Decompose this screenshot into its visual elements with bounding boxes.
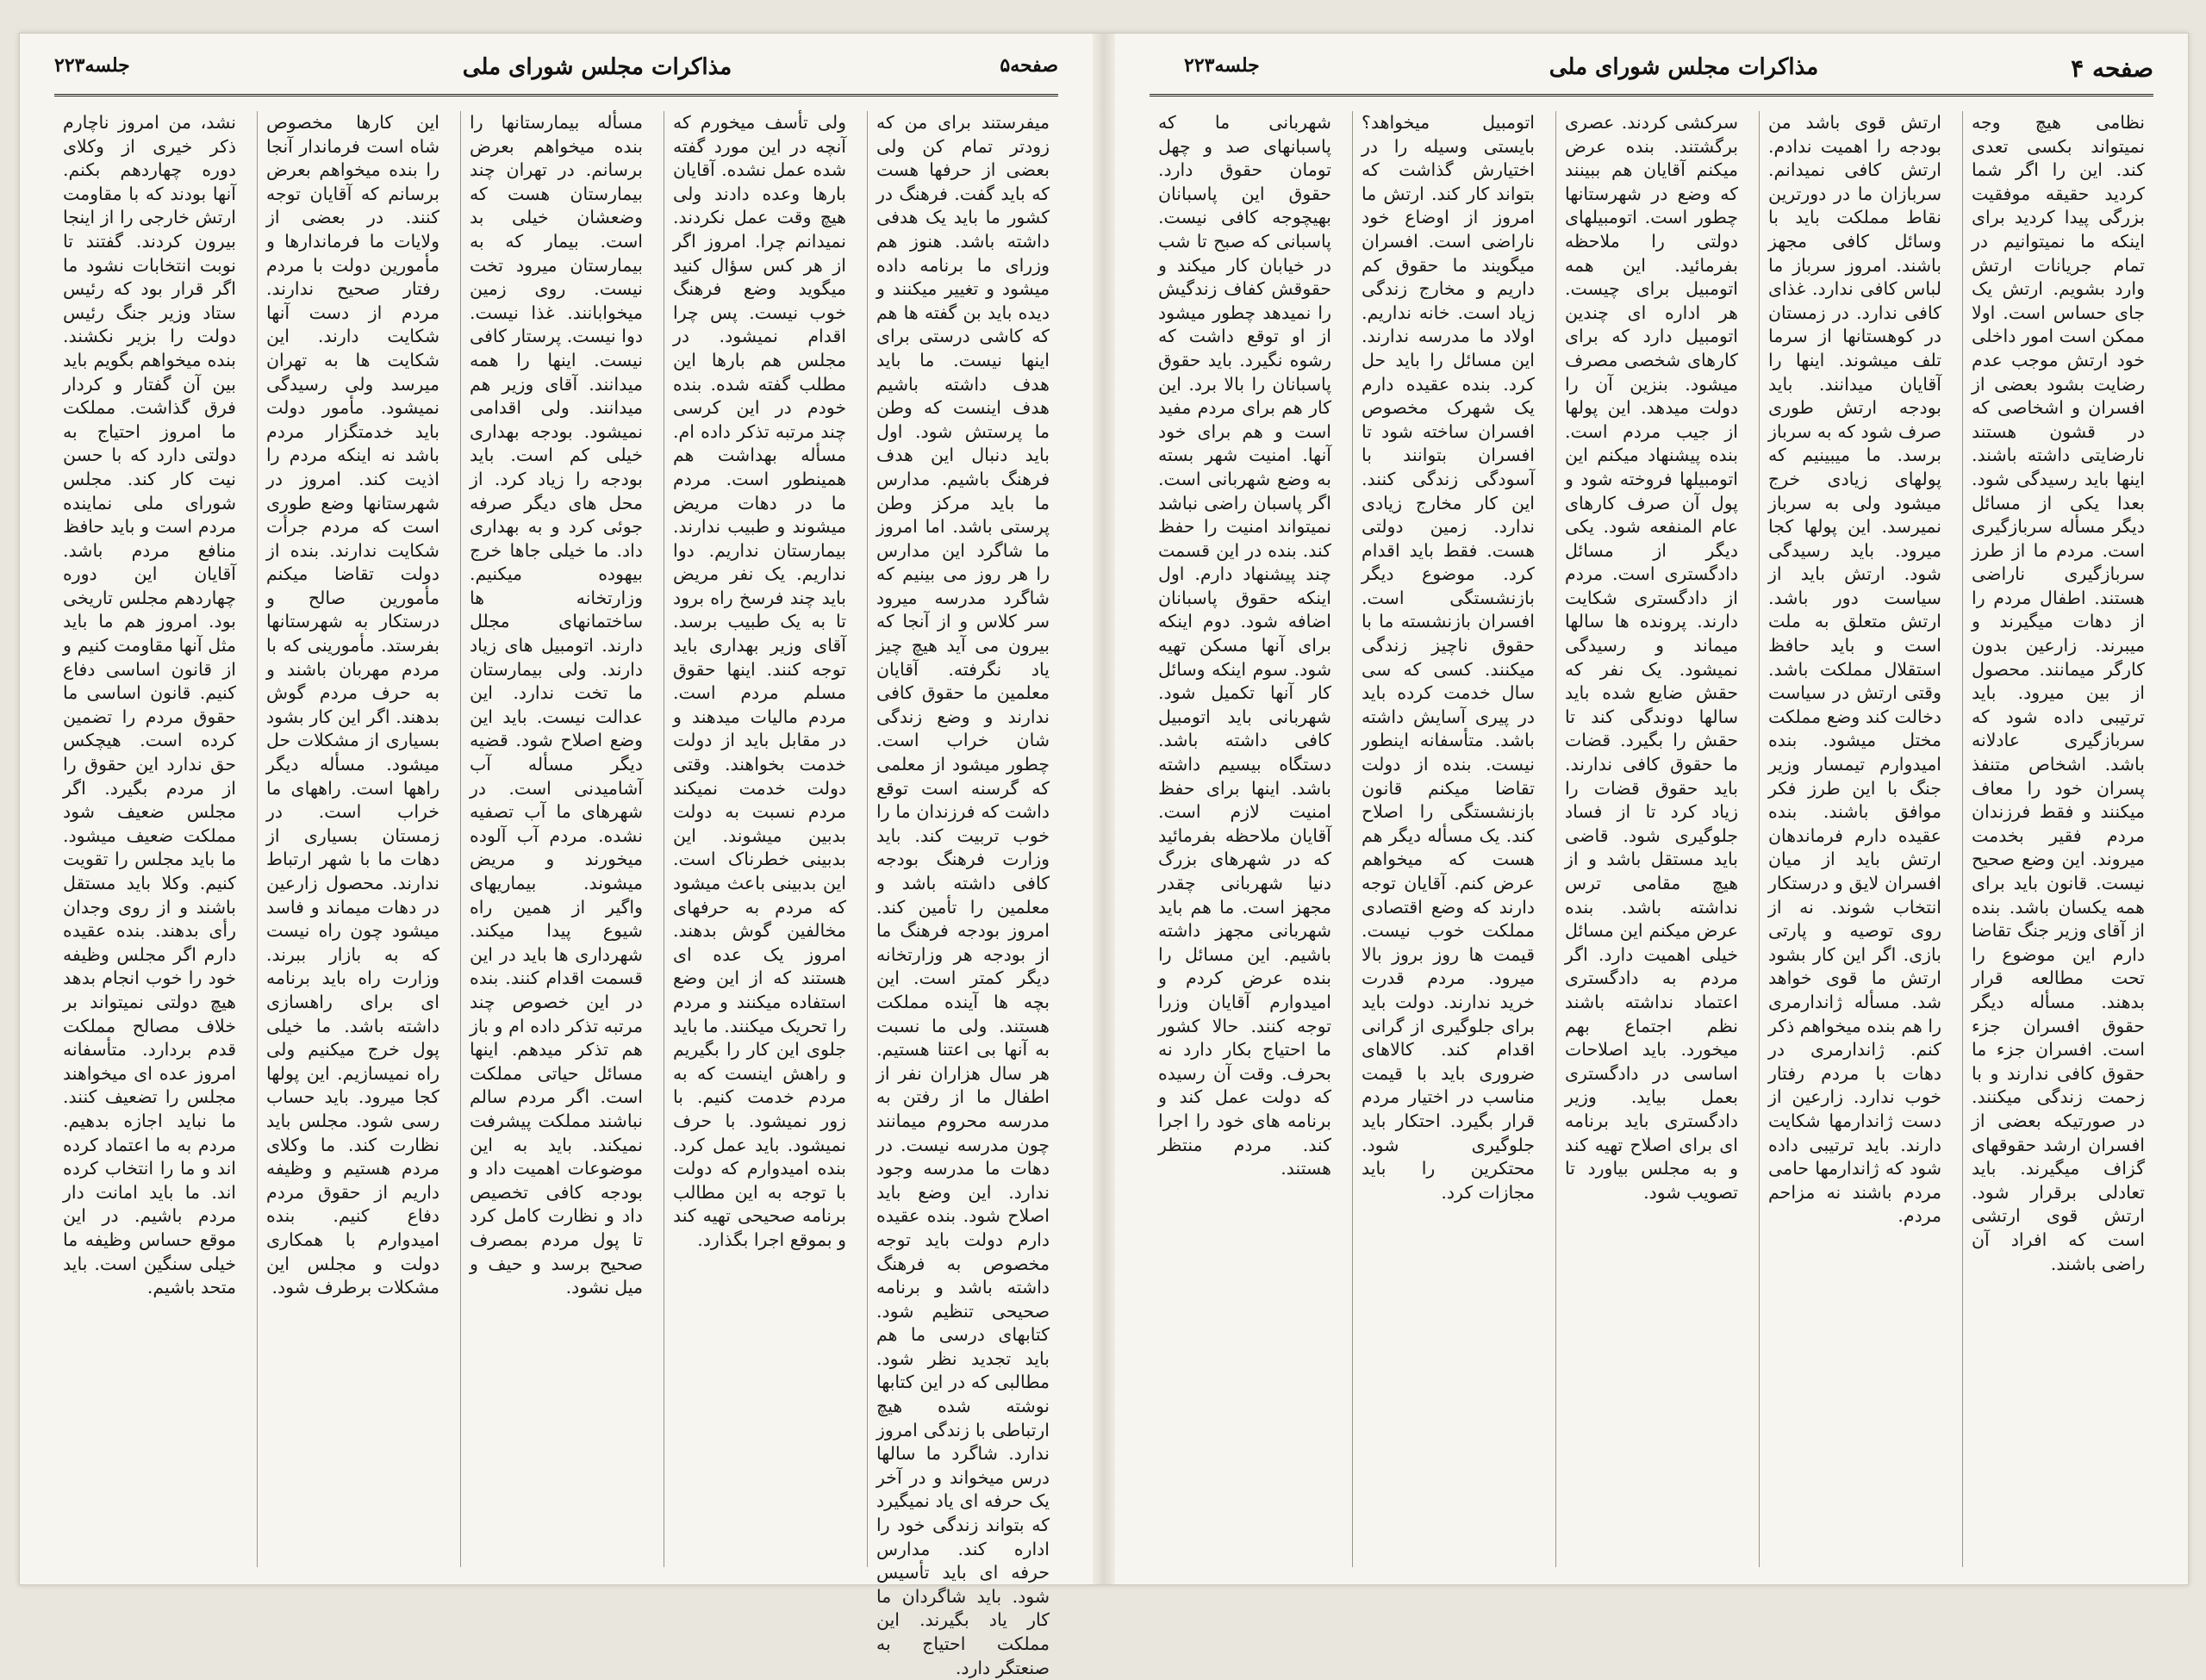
newspaper-spread xyxy=(19,33,2189,1678)
text-column xyxy=(1352,111,1543,1567)
left-page-header xyxy=(54,49,1058,96)
page-number: صفحه۵ xyxy=(1000,54,1058,77)
text-column xyxy=(460,111,651,1567)
left-page xyxy=(20,34,1093,1678)
column-text: این کارها مخصوص شاه است فرماندار آنجا را بنده میخواهم بعرض برسانم که آقایان توجه کنند. در بعضی از ولایات ما فرماندارها و مأمورین دولت با مردم رفتار صحیح ندارند. مردم از دست آنها شکایت دارند. این شکایت ها به تهران میرسد ولی رسیدگی نمیشود. مأمور دولت باید خدمتگزار مردم باشد نه اینکه مردم را اذیت کند. امروز در شهرستانها وضع طوری است که مردم جرأت شکایت ندارند. بنده از دولت تقاضا میکنم مأمورین صالح و درستکار به شهرستانها بفرستد. مأمورینی که با مردم مهربان باشند و به حرف مردم گوش بدهند. اگر این کار بشود بسیاری از مشکلات حل میشود. مسأله دیگر راهها است. راههای ما خراب است. در زمستان بسیاری از دهات ما با شهر ارتباط ندارند. محصول زارعین در دهات میماند و فاسد میشود چون راه نیست که به بازار ببرند. وزارت راه باید برنامه ای برای راهسازی داشته باشد. ما خیلی پول خرج میکنیم ولی راه نمیسازیم. این پولها کجا میرود. باید حساب رسی شود. مجلس باید نظارت کند. ما وکلای مردم هستیم و وظیفه داریم از حقوق مردم دفاع کنیم. بنده امیدوارم با همکاری دولت و مجلس این مشکلات برطرف شود. xyxy=(266,112,439,1298)
text-column xyxy=(664,111,855,1567)
column-text: ارتش قوی باشد من بودجه را اهمیت ندادم. ارتش کافی نمیدانم. سربازان ما در دورترین نقاط مملکت باید با وسائل کافی مجهز باشند. امروز سرباز ما لباس کافی ندارد. غذای کافی ندارد. در زمستان در کوهستانها از سرما تلف میشوند. اینها را آقایان میدانند. باید بودجه ارتش طوری صرف شود که به سرباز برسد. ما میبینیم که پولهای زیادی خرج میشود ولی به سرباز نمیرسد. این پولها کجا میرود. باید رسیدگی شود. ارتش باید از سیاست دور باشد. ارتش متعلق به ملت است و باید حافظ استقلال مملکت باشد. وقتی ارتش در سیاست دخالت کند وضع مملکت مختل میشود. بنده امیدوارم تیمسار وزیر جنگ با این طرز فکر موافق باشند. بنده عقیده دارم فرماندهان ارتش باید از میان افسران لایق و درستکار انتخاب شوند. نه از روی توصیه و پارتی بازی. اگر این کار بشود ارتش ما قوی خواهد شد. مسأله ژاندارمری را هم بنده میخواهم ذکر کنم. ژاندارمری در دهات با مردم رفتار خوب ندارد. زارعین از دست ژاندارمها شکایت دارند. باید ترتیبی داده شود که ژاندارمها حامی مردم باشند نه مزاحم مردم. xyxy=(1768,112,1941,1227)
page-title: مذاکرات مجلس شورای ملی xyxy=(1549,54,1819,80)
text-column xyxy=(257,111,448,1567)
column-text: مسأله بیمارستانها را بنده میخواهم بعرض برسانم. در تهران چند بیمارستان هست که وضعشان خیلی بد است. بیمار که به بیمارستان میرود تخت نیست. روی زمین میخوابانند. غذا نیست. دوا نیست. پرستار کافی نیست. اینها را همه میدانند. آقای وزیر هم میدانند. ولی اقدامی نمیشود. بودجه بهداری خیلی کم است. باید بودجه را زیاد کرد. از محل های دیگر صرفه جوئی کرد و به بهداری داد. ما خیلی جاها خرج بیهوده میکنیم. وزارتخانه ها ساختمانهای مجلل دارند. اتومبیل های زیاد دارند. ولی بیمارستان ما تخت ندارد. این عدالت نیست. باید این وضع اصلاح شود. قضیه دیگر مسأله آب آشامیدنی است. در شهرهای ما آب تصفیه نشده. مردم آب آلوده میخورند و مریض میشوند. بیماریهای واگیر از همین راه شیوع پیدا میکند. شهرداری ها باید در این قسمت اقدام کنند. بنده در این خصوص چند مرتبه تذکر داده ام و باز هم تذکر میدهم. اینها مسائل حیاتی مملکت است. اگر مردم سالم نباشند مملکت پیشرفت نمیکند. باید به این موضوعات اهمیت داد و بودجه کافی تخصیص داد و نظارت کامل کرد تا پول مردم بمصرف صحیح برسد و حیف و میل نشود. xyxy=(470,112,643,1298)
right-page-header xyxy=(1150,49,2153,96)
session-number: جلسه۲۲۳ xyxy=(54,54,130,77)
column-text: شهربانی ما که پاسبانهای صد و چهل تومان حقوق دارد. حقوق این پاسبانان بهیچوجه کافی نیست. پاسبانی که صبح تا شب در خیابان کار میکند و حقوقش کفاف زندگیش را نمیدهد چطور میشود از او توقع داشت که رشوه نگیرد. باید حقوق پاسبانان را بالا برد. این کار هم برای مردم مفید است و هم برای خود آنها. امنیت شهر بسته به وضع شهربانی است. اگر پاسبان راضی نباشد نمیتواند امنیت را حفظ کند. بنده در این قسمت چند پیشنهاد دارم. اول اینکه حقوق پاسبانان اضافه شود. دوم اینکه برای آنها مسکن تهیه شود. سوم اینکه وسائل کار آنها تکمیل شود. شهربانی باید اتومبیل کافی داشته باشد. دستگاه بیسیم داشته باشد. اینها برای حفظ امنیت لازم است. آقایان ملاحظه بفرمائید که در شهرهای بزرگ دنیا شهربانی چقدر مجهز است. ما هم باید شهربانی مجهز داشته باشیم. این مسائل را بنده عرض کردم و امیدوارم آقایان وزرا توجه کنند. حالا کشور ما احتیاج بکار دارد نه بحرف. وقت آن رسیده که دولت عمل کند و برنامه های خود را اجرا کند. مردم منتظر هستند. xyxy=(1158,112,1331,1179)
text-column xyxy=(1962,111,2153,1567)
column-text: اتومبیل میخواهد؟ بایستی وسیله را در اختیارش گذاشت که بتواند کار کند. ارتش ما امروز از اوضاع خود ناراضی است. افسران میگویند ما حقوق کم داریم و مخارج زندگی زیاد است. خانه نداریم. اولاد ما مدرسه ندارند. این مسائل را باید حل کرد. بنده عقیده دارم یک شهرک مخصوص افسران ساخته شود تا افسران بتوانند با آسودگی زندگی کنند. این کار مخارج زیادی ندارد. زمین دولتی هست. فقط باید اقدام کرد. موضوع دیگر بازنشستگی است. افسران بازنشسته ما با حقوق ناچیز زندگی میکنند. کسی که سی سال خدمت کرده باید در پیری آسایش داشته باشد. متأسفانه اینطور نیست. بنده از دولت تقاضا میکنم قانون بازنشستگی را اصلاح کند. یک مسأله دیگر هم هست که میخواهم عرض کنم. آقایان توجه دارند که وضع اقتصادی مملکت خوب نیست. قیمت ها روز بروز بالا میرود. مردم قدرت خرید ندارند. دولت باید برای جلوگیری از گرانی اقدام کند. کالاهای ضروری باید با قیمت مناسب در اختیار مردم قرار بگیرد. احتکار باید جلوگیری شود. محتکرین را باید مجازات کرد. xyxy=(1362,112,1535,1203)
text-column xyxy=(1555,111,1747,1567)
column-text: میفرستند برای من که زودتر تمام کن ولی بعضی از حرفها هست که باید گفت. فرهنگ در کشور ما باید یک هدفی داشته باشد. هنوز هم وزرای ما برنامه داده میشود و تغییر میکنند و دیده باید بن گفته ها هم که کاشی درستی برای اینها نیست. ما باید هدف داشته باشیم هدف اینست که وطن ما پرستش شود. اول باید دنبال این هدف فرهنگ باشیم. مدارس ما باید مرکز وطن پرستی باشد. اما امروز ما شاگرد این مدارس را هر روز می بینیم که شاگرد مدرسه میرود سر کلاس و از آنجا که بیرون می آید هیچ چیز یاد نگرفته. آقایان معلمین ما حقوق کافی ندارند و وضع زندگی شان خراب است. چطور میشود از معلمی که گرسنه است توقع داشت که فرزندان ما را خوب تربیت کند. باید وزارت فرهنگ بودجه کافی داشته باشد و معلمین را تأمین کند. امروز بودجه فرهنگ ما از بودجه هر وزارتخانه دیگر کمتر است. این بچه ها آینده مملکت هستند. ولی ما نسبت به آنها بی اعتنا هستیم. هر سال هزاران نفر از اطفال ما از رفتن به مدرسه محروم میمانند چون مدرسه نیست. در دهات ما مدرسه وجود ندارد. این وضع باید اصلاح شود. بنده عقیده دارم دولت باید توجه مخصوص به فرهنگ داشته باشد و برنامه صحیحی تنظیم شود. کتابهای درسی ما هم باید تجدید نظر شود. مطالبی که در این کتابها نوشته شده هیچ ارتباطی با زندگی امروز ندارد. شاگرد ما سالها درس میخواند و در آخر یک حرفه ای یاد نمیگیرد که بتواند زندگی خود را اداره کند. مدارس حرفه ای باید تأسیس شود. باید شاگردان ما کار یاد بگیرند. این مملکت احتیاج به صنعتگر دارد. xyxy=(876,112,1050,1678)
right-page xyxy=(1115,34,2188,1584)
column-text: نشد، من امروز ناچارم ذکر خیری از وکلای دوره چهاردهم بکنم. آنها بودند که با مقاومت ارتش خارجی را از اینجا بیرون کردند. گفتند تا نوبت انتخابات نشود ما اگر قرار بود که رئیس ستاد وزیر جنگ رئیس دولت را بزیر نکشند. بنده میخواهم بگویم باید بین آن گفتار و کردار فرق گذاشت. مملکت ما امروز احتیاج به دولتی دارد که با حسن نیت کار کند. مجلس شورای ملی نماینده مردم است و باید حافظ منافع مردم باشد. آقایان این دوره چهاردهم مجلس تاریخی بود. امروز هم ما باید مثل آنها مقاومت کنیم و از قانون اساسی دفاع کنیم. قانون اساسی ما حقوق مردم را تضمین کرده است. هیچکس حق ندارد این حقوق را از مردم بگیرد. اگر مجلس ضعیف شود مملکت ضعیف میشود. ما باید مجلس را تقویت کنیم. وکلا باید مستقل باشند و از روی وجدان رأی بدهند. بنده عقیده دارم اگر مجلس وظیفه خود را خوب انجام بدهد هیچ دولتی نمیتواند بر خلاف مصالح مملکت قدم بردارد. متأسفانه امروز عده ای میخواهند مجلس را تضعیف کنند. ما نباید اجازه بدهیم. مردم به ما اعتماد کرده اند و ما را انتخاب کرده اند. ما باید امانت دار مردم باشیم. در این موقع حساس وظیفه ما خیلی سنگین است. باید متحد باشیم. xyxy=(63,112,236,1298)
session-number: جلسه۲۲۳ xyxy=(1184,54,1260,77)
text-columns xyxy=(54,111,1058,1678)
page-gutter xyxy=(1093,34,1115,1584)
column-text: سرکشی کردند. عصری برگشتند. بنده عرض میکنم آقایان هم ببینند که وضع در شهرستانها چطور است. اتومبیلهای دولتی را ملاحظه بفرمائید. این همه اتومبیل برای چیست. هر اداره ای چندین اتومبیل دارد که برای کارهای شخصی مصرف میشود. بنزین آن را دولت میدهد. این پولها از جیب مردم است. بنده پیشنهاد میکنم این اتومبیلها فروخته شود و پول آن صرف کارهای عام المنفعه شود. یکی دیگر از مسائل دادگستری است. مردم از دادگستری شکایت دارند. پرونده ها سالها میماند و رسیدگی نمیشود. یک نفر که حقش ضایع شده باید سالها دوندگی کند تا حقش را بگیرد. قضات ما حقوق کافی ندارند. باید حقوق قضات را زیاد کرد تا از فساد جلوگیری شود. قاضی باید مستقل باشد و از هیچ مقامی ترس نداشته باشد. بنده عرض میکنم این مسائل خیلی اهمیت دارد. اگر مردم به دادگستری اعتماد نداشته باشند نظم اجتماع بهم میخورد. باید اصلاحات اساسی در دادگستری بعمل بیاید. وزیر دادگستری باید برنامه ای برای اصلاح تهیه کند و به مجلس بیاورد تا تصویب شود. xyxy=(1565,112,1738,1203)
page-number: صفحه ۴ xyxy=(2071,54,2153,83)
text-column xyxy=(1759,111,1950,1567)
column-text: ولی تأسف میخورم که آنچه در این مورد گفته شده عمل نشده. آقایان بارها وعده دادند ولی هیچ وقت عمل نکردند. نمیدانم چرا. امروز اگر از هر کس سؤال کنید میگوید وضع فرهنگ خوب نیست. پس چرا اقدام نمیشود. در مجلس هم بارها این مطلب گفته شده. بنده خودم در این کرسی چند مرتبه تذکر داده ام. مسأله بهداشت هم همینطور است. مردم ما در دهات مریض میشوند و طبیب ندارند. بیمارستان نداریم. دوا نداریم. یک نفر مریض باید چند فرسخ راه برود تا به یک طبیب برسد. آقای وزیر بهداری باید توجه کنند. اینها حقوق مسلم مردم است. مردم مالیات میدهند و در مقابل باید از دولت خدمت بخواهند. وقتی دولت خدمت نمیکند مردم نسبت به دولت بدبین میشوند. این بدبینی خطرناک است. این بدبینی باعث میشود که مردم به حرفهای مخالفین گوش بدهند. امروز یک عده ای هستند که از این وضع استفاده میکنند و مردم را تحریک میکنند. ما باید جلوی این کار را بگیریم و راهش اینست که به مردم خدمت کنیم. با زور نمیشود. با حرف نمیشود. باید عمل کرد. بنده امیدوارم که دولت با توجه به این مطالب برنامه صحیحی تهیه کند و بموقع اجرا بگذارد. xyxy=(673,112,846,1250)
column-text: نظامی هیچ وجه نمیتواند بکسی تعدی کند. این را اگر شما کردید حقیقه موفقیت بزرگی پیدا کردید برای اینکه ما نمیتوانیم در تمام جریانات ارتش وارد بشویم. ارتش یک جای حساس است. اولا ممکن است امور داخلی خود ارتش موجب عدم رضایت بشود بعضی از افسران و اشخاصی که در قشون هستند نارضایتی داشته باشند. اینها باید رسیدگی شود. بعدا یکی از مسائل دیگر مسأله سربازگیری است. مردم ما از طرز سربازگیری ناراضی هستند. اطفال مردم را از دهات میگیرند و میبرند. زارعین بدون کارگر میمانند. محصول از بین میرود. باید ترتیبی داده شود که سربازگیری عادلانه باشد. اشخاص متنفذ پسران خود را معاف میکنند و فقط فرزندان مردم فقیر بخدمت میروند. این وضع صحیح نیست. قانون باید برای همه یکسان باشد. بنده از آقای وزیر جنگ تقاضا دارم این موضوع را تحت مطالعه قرار بدهند. مسأله دیگر حقوق افسران جزء است. افسران جزء ما حقوق کافی ندارند و با زحمت زندگی میکنند. در صورتیکه بعضی از افسران ارشد حقوقهای گزاف میگیرند. باید تعادلی برقرار شود. ارتش قوی ارتشی است که افراد آن راضی باشند. xyxy=(1972,112,2145,1274)
text-column xyxy=(867,111,1058,1678)
text-column xyxy=(54,111,245,1567)
text-columns xyxy=(1150,111,2153,1567)
page-title: مذاکرات مجلس شورای ملی xyxy=(462,54,732,80)
text-column xyxy=(1150,111,1340,1567)
